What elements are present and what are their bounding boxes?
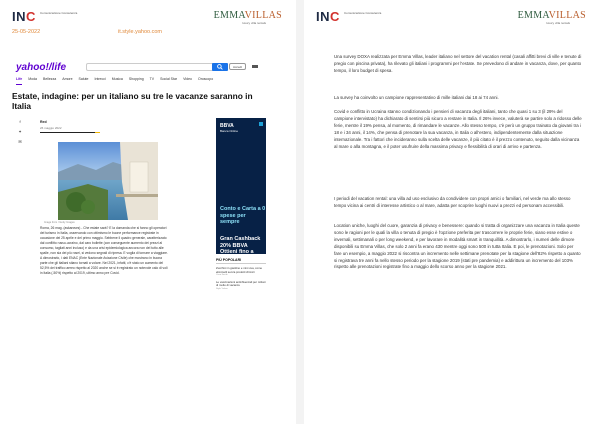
ad-headline: Conto e Carta a 0 spese per sempre (220, 206, 266, 225)
article-clipping (10, 54, 266, 290)
clipping-source: it.style.yahoo.com (118, 29, 163, 35)
paragraph: Una survey DOXA realizzata per Emma Villas, leader italiano nel settore del vacation rental (casali affitti brevi di ville e tenute di pregio con piscina privata), ha rilevato gli italiani i programmi per l'estate. Se prevedono di andare in vacanza, dove, per quanto tempo, il loro budget di spesa. (334, 54, 582, 73)
paragraph: I periodi del vacation rental: una villa ad uso esclusivo da condividere con propri amici o familiari, nel verde ma allo stesso tempo vicina ai centri di interesse artistico o al mare, adatta per scoprire luoghi nuovi a prezzi ed personam accessibili. (334, 196, 571, 208)
yahoo-life-logo[interactable]: yahoo!/life (16, 62, 67, 73)
nav-item[interactable]: Shopping (128, 77, 144, 81)
nav-item[interactable]: Amore (62, 77, 73, 81)
popular-item[interactable]: Le vaccinazioni antinfluenzali per milioni di molto di vacanze Style Yahoo (216, 279, 266, 290)
emma-villas-tagline: luxury villa rentals (546, 21, 570, 25)
share-bar (16, 119, 24, 149)
right-page (304, 0, 600, 424)
emma-villas-logo: EMMAVILLAS (517, 10, 586, 21)
page-gutter (296, 0, 304, 424)
left-page-header (10, 6, 286, 28)
article-divider (40, 132, 100, 133)
popular-heading: PIÙ POPOLARI (216, 258, 266, 264)
yahoo-topbar (16, 62, 260, 74)
search-button[interactable] (212, 63, 228, 71)
popular-item[interactable]: Zucchini in giardino e mini uva, come eliminarli senza prodotti chimici Casa Facile (216, 266, 263, 277)
nav-item[interactable]: Moda (28, 77, 37, 81)
paragraph: La survey ha coinvolto un campione rappresentativo di mille italiani dai 18 ai 74 anni. (334, 95, 499, 100)
inc-logo-subline: Comunicazione Consulenza (40, 11, 78, 15)
twitter-icon[interactable]: ✦ (18, 129, 22, 134)
left-page (0, 0, 296, 424)
nav-item[interactable]: Life (16, 77, 22, 85)
nav-item[interactable]: Salute (78, 77, 89, 81)
paragraph: Covid e conflitto in Ucraina stanno condizionando i pensieri di vacanza degli italiani, tanto che quasi 1 su 3 (il 29% del campione intervistato) ha dichiarato di sentirsi più sicuro a restare in Italia. Il 26% invece, valuterà se partire solo a ridosso delle ferie, mentre il 19% pensa, al momento, di rimandare le vacanze. Allo stesso tempo, c'è però un gruppo trainato da giovani tra i 18 e i 34 anni, il 14%, che pensa di prenotare la sua vacanza, in Italia o all'estero, indipendentemente dalla situazione internazionale. Tra i fattori che incideranno sulla scelta delle vacanze, il più citato è il prezzo contenuto, seguito dalla vicinanza al mare o alla montagna, e il poter usufruire della massima privacy e flessibilità di orari di arrivo e partenza. (334, 109, 582, 149)
nav-item[interactable]: Oroscopo (197, 77, 214, 81)
yahoo-nav (16, 77, 260, 85)
ad-choices-icon[interactable] (259, 122, 263, 126)
search-icon (217, 64, 223, 70)
clipping-date: 25-05-2022 (12, 29, 41, 35)
emma-villas-tagline: luxury villa rentals (242, 21, 266, 25)
menu-icon[interactable] (252, 64, 258, 70)
article-photo (58, 142, 158, 220)
article-date: 26 maggio 2022 (40, 126, 62, 130)
nav-item[interactable]: Intrecci (94, 77, 106, 81)
bbva-advert[interactable] (216, 118, 266, 254)
login-button[interactable]: Accedi (229, 63, 246, 70)
nav-item[interactable]: Musica (111, 77, 123, 81)
inc-logo: INC (12, 9, 36, 24)
emma-villas-logo: EMMAVILLAS (213, 10, 282, 21)
photo-caption: Image from / Getty Images (44, 221, 75, 224)
inc-logo-subline: Comunicazione Consulenza (344, 11, 382, 15)
paragraph: Location uniche, luoghi del cuore, garanzia di privacy e benessere: quando si tratta di organizzare una vacanza in Italia queste sono le ragioni per le quali la villa o tenuta di pregio è l'opzione preferita per trascorrere le proprie ferie, siano esse estive o invernali, settimanali o per long weekend, e per lavorare in modalità smart in tranquillità. A dimostrarlo, i numeri delle dimore disponibili su Emma Villas, che solo 2 anni fa erano 430 mentre oggi sono 500 in tutta Italia. E poi, le prenotazioni. Solo per fare un esempio, a maggio 2022 si riscontra un incremento nelle settimane prenotate per la stagione dell'82% rispetto a quanto si registrava tre anni fa nello stesso periodo per la stagione 2019 (stati pre pandemia) e addirittura un incremento del 103% rispetto alle prenotazioni registrate fino a maggio dello scorso anno per la stagione 2021. (334, 223, 581, 270)
facebook-icon[interactable]: f (19, 119, 21, 124)
inc-logo: INC (316, 9, 340, 24)
bbva-logo: BBVA (220, 123, 234, 129)
mail-icon[interactable]: ✉ (18, 139, 22, 144)
nav-item[interactable]: Social Star (160, 77, 178, 81)
ad-cashback: Gran Cashback 20% BBVA Ottieni fino a (220, 236, 261, 254)
nav-item[interactable]: TV (149, 77, 155, 81)
article-body: Roma, 26 mag. (askanews) - Che estate sarà? E la domanda che si fanno gli operatori del turismo in Italia, osservando con ottimismo le buone performance registrate in occasione dei 25 aprile e del primo maggio. Sebbene il quadro generale, caratterizzato dal conflitto russo-ucraino, dal caro bollette (con conseguente aumento dei prezzi al consumo, tagliati anni incluso) e da una crisi epidemiologica ancora non del tutto alle spalle, non sia dei più rosei, si vedono segnali di ripresa. E voglia di tornare a viaggiare. A dimostrarlo, i dati ENAC (Ente Nazionale Aviazione Civile) che mostrano in buona parte che gli italiani stiano tornati a volare. Nel 2021, infatti, c'è stato un aumento del 52,5% dei traffico aereo rispetto al 2020 anche se si è registrato un notevole calo di voli in Italia (-50%) rispetto al 2019, ultimo anno pre Covid. (40, 226, 168, 275)
nav-item[interactable]: Video (183, 77, 192, 81)
search-input[interactable] (86, 63, 216, 71)
right-page-header (314, 6, 590, 28)
article-author: Red (40, 120, 47, 124)
bbva-subline: Banca Online (220, 129, 239, 133)
article-title: Estate, indagine: per un italiano su tre le vacanze saranno in Italia (12, 91, 253, 111)
popular-box (216, 258, 266, 292)
nav-item[interactable]: Bellezza (43, 77, 57, 81)
